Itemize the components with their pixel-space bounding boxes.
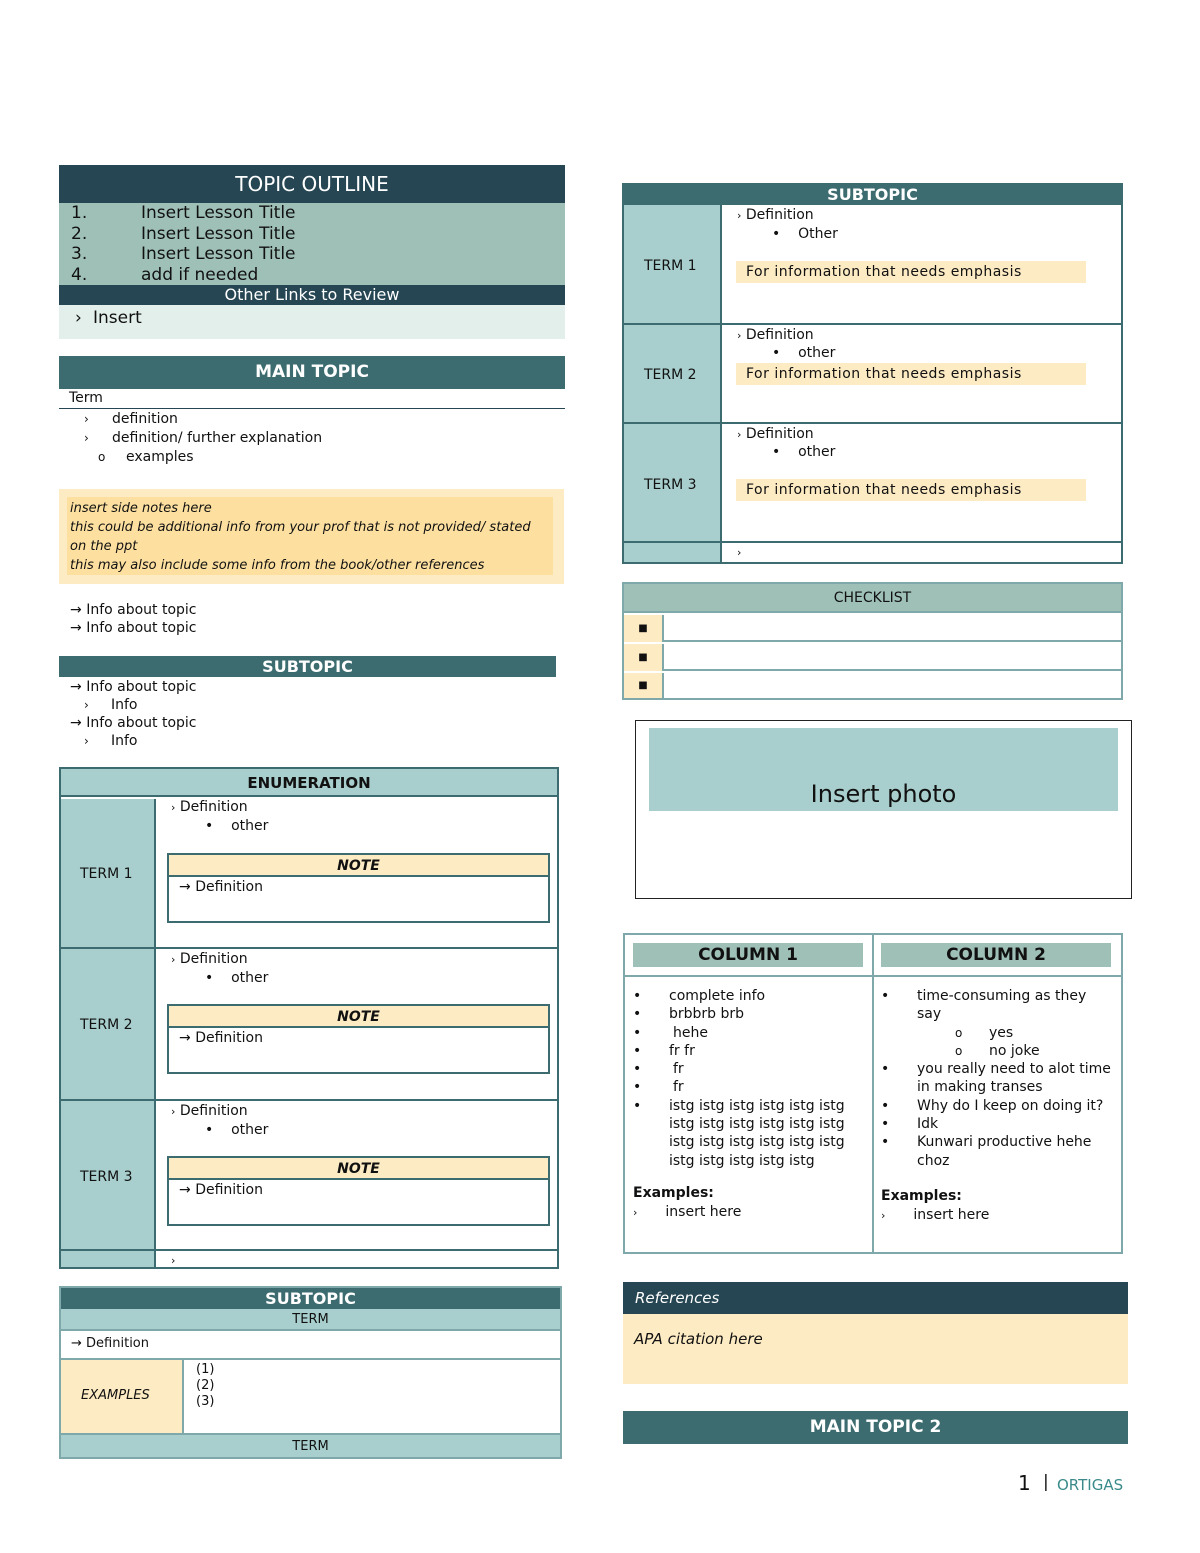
references-citation: APA citation here (634, 1330, 763, 1348)
sub-term-1: TERM 1 (644, 258, 697, 274)
enum-def-3: › Definition (171, 1103, 248, 1119)
main-topic-term: Term (69, 390, 103, 406)
chevron-right-icon: › (75, 308, 82, 328)
sub-def-3: › Definition (737, 426, 814, 442)
sub-def-2: › Definition (737, 327, 814, 343)
references-body (623, 1314, 1128, 1384)
circle-bullet-icon: o (98, 450, 106, 464)
subtopic-info-2: Info about topic (86, 715, 197, 731)
topic-outline-list (59, 203, 565, 285)
outline-num-3: 3. (71, 244, 88, 264)
chevron-right-icon: › (171, 801, 176, 814)
chevron-right-icon: › (171, 1254, 176, 1267)
topic-outline (59, 165, 565, 339)
side-note-3: this may also include some info from the book/other references (70, 558, 485, 573)
sub-term-2: TERM 2 (644, 367, 697, 383)
bullet-icon: • (633, 1024, 642, 1041)
side-note-2: this could be additional info from your prof that is not provided/ stated on the ppt (70, 520, 531, 554)
circle-bullet-icon: o (955, 1043, 963, 1058)
sub-emphasis-1: For information that needs emphasis (736, 261, 1086, 283)
bullet-icon: • (205, 970, 214, 986)
term-underline (59, 408, 565, 409)
note-box-3 (167, 1156, 550, 1226)
other-links-header: Other Links to Review (59, 285, 565, 305)
note-title-1: NOTE (169, 855, 548, 877)
page-number: 1 (1018, 1471, 1031, 1495)
info-lines (70, 601, 197, 637)
page-footer (1015, 1471, 1130, 1499)
checklist-row-2[interactable] (624, 644, 1121, 671)
examples-label-cell (61, 1360, 184, 1433)
checklist-row-3[interactable] (624, 673, 1121, 698)
bullet-icon: • (633, 1042, 642, 1059)
subtopic-left-lines (70, 678, 470, 750)
col1-item-2: brbbrb brb (669, 1006, 745, 1023)
subtopic-right-table (622, 183, 1123, 564)
note-box-1 (167, 853, 550, 923)
bullet-icon: • (881, 1097, 890, 1114)
bullet-examples: examples (126, 449, 194, 465)
note-def-3: → Definition (179, 1182, 263, 1198)
sub-term-3: TERM 3 (644, 477, 697, 493)
outline-item-4[interactable]: add if needed (141, 265, 259, 285)
bullet-icon: • (633, 1061, 642, 1078)
sub-other-2: • other (772, 345, 836, 361)
column-1-title: COLUMN 1 (633, 943, 863, 967)
col2-examples-label: Examples: (881, 1188, 962, 1204)
bullet-icon: • (633, 988, 642, 1004)
col2-subitem-1: yes (989, 1024, 1014, 1041)
bullet-further-explanation: definition/ further explanation (112, 430, 323, 446)
sub-other-1: • Other (772, 226, 838, 242)
sub-other-3: • other (772, 444, 836, 460)
info-line-2: Info about topic (86, 620, 197, 636)
photo-label: Insert photo (810, 780, 957, 808)
topic-outline-title: TOPIC OUTLINE (59, 165, 565, 203)
enum-term-3: TERM 3 (80, 1169, 133, 1185)
col1-item-3: hehe (673, 1024, 708, 1041)
bullet-icon: • (772, 444, 781, 460)
example-3: (3) (196, 1394, 215, 1409)
chevron-right-icon: › (84, 698, 89, 712)
subtopic-info-1: Info about topic (86, 679, 197, 695)
enum-row-3 (61, 1103, 557, 1251)
note-title-2: NOTE (169, 1006, 548, 1028)
sub-empty-row (737, 545, 741, 560)
bullet-definition: definition (112, 411, 178, 427)
enum-term-2: TERM 2 (80, 1017, 133, 1033)
arrow-right-icon: → (70, 620, 82, 636)
side-note-1: insert side notes here (70, 501, 212, 516)
columns-header-line (625, 975, 1121, 977)
chevron-right-icon: › (737, 546, 742, 559)
outline-num-1: 1. (71, 203, 88, 223)
sub-emphasis-3: For information that needs emphasis (736, 479, 1086, 501)
chevron-right-icon: › (84, 734, 89, 748)
outline-num-4: 4. (71, 265, 88, 285)
subtopic-info-sub-1: Info (111, 697, 138, 713)
chevron-right-icon: › (171, 1105, 176, 1118)
side-notes-box (59, 489, 564, 584)
col1-item-6: fr (673, 1079, 684, 1096)
example-2: (2) (196, 1378, 215, 1393)
photo-placeholder[interactable] (649, 728, 1118, 811)
enumeration-header: ENUMERATION (61, 769, 557, 797)
col2-item-2: you really need to alot time in making transes (917, 1061, 1111, 1096)
col1-examples-label: Examples: (633, 1185, 714, 1201)
examples-list (196, 1362, 214, 1410)
note-def-2: → Definition (179, 1030, 263, 1046)
chevron-right-icon: › (737, 428, 742, 441)
outline-num-2: 2. (71, 224, 88, 244)
subtopic-term-bottom: TERM (61, 1433, 560, 1457)
enum-empty-row (171, 1253, 175, 1268)
main-topic-2-header: MAIN TOPIC 2 (623, 1411, 1128, 1444)
enum-def-1: › Definition (171, 799, 248, 815)
enum-other-2: • other (205, 970, 269, 986)
checkbox-icon[interactable]: ■ (624, 673, 664, 698)
bullet-icon: • (205, 818, 214, 834)
chevron-right-icon: › (737, 209, 742, 222)
col1-item-4: fr fr (669, 1042, 695, 1059)
arrow-right-icon: → (70, 602, 82, 618)
bullet-icon: • (881, 988, 890, 1004)
subtopic-table (59, 1286, 562, 1459)
arrow-right-icon: → (179, 1182, 191, 1198)
bullet-icon: • (633, 1097, 642, 1114)
footer-separator: | (1043, 1472, 1049, 1492)
column-2-list (881, 987, 1111, 1170)
info-line-1: Info about topic (86, 602, 197, 618)
note-title-3: NOTE (169, 1158, 548, 1180)
bullet-icon: • (772, 345, 781, 361)
chevron-right-icon: › (881, 1209, 886, 1222)
column-1-list (633, 987, 863, 1170)
chevron-right-icon: › (84, 431, 89, 445)
sub-emphasis-2: For information that needs emphasis (736, 363, 1086, 385)
footer-school: ORTIGAS (1057, 1476, 1124, 1494)
note-box-2 (167, 1004, 550, 1074)
column-2-title: COLUMN 2 (881, 943, 1111, 967)
checkbox-icon[interactable]: ■ (624, 644, 664, 671)
arrow-right-icon: → (70, 715, 82, 731)
bullet-icon: • (881, 1134, 890, 1151)
sub-row-2 (624, 327, 1121, 424)
note-def-1: → Definition (179, 879, 263, 895)
arrow-right-icon: → (70, 679, 82, 695)
col1-item-7: istg istg istg istg istg istg istg istg istg istg istg istg istg istg istg istg istg istg istg istg istg istg istg (669, 1097, 845, 1169)
outline-item-2[interactable]: Insert Lesson Title (141, 224, 296, 244)
sub-row-3 (624, 426, 1121, 543)
references-header (623, 1282, 1128, 1314)
chevron-right-icon: › (171, 953, 176, 966)
enum-other-1: • other (205, 818, 269, 834)
outline-item-1[interactable]: Insert Lesson Title (141, 203, 296, 223)
side-notes-inner (67, 497, 553, 575)
other-links-body (59, 305, 565, 339)
references-title: References (635, 1289, 720, 1307)
arrow-right-icon: → (179, 1030, 191, 1046)
col2-subitem-2: no joke (989, 1042, 1040, 1059)
bullet-icon: • (772, 226, 781, 242)
checklist-table (622, 582, 1123, 700)
enum-other-3: • other (205, 1122, 269, 1138)
columns-divider (872, 935, 874, 1252)
subtopic-right-header: SUBTOPIC (624, 185, 1121, 205)
subtopic-table-header: SUBTOPIC (61, 1288, 560, 1309)
bullet-icon: • (881, 1061, 890, 1078)
subtopic-term-top: TERM (61, 1309, 560, 1331)
columns-table (623, 933, 1123, 1254)
other-link[interactable]: Insert (93, 308, 142, 328)
bullet-icon: • (633, 1079, 642, 1096)
subtopic-definition: → Definition (71, 1336, 149, 1351)
col1-item-1: complete info (669, 988, 766, 1004)
checkbox-icon[interactable]: ■ (624, 615, 664, 642)
arrow-right-icon: → (71, 1336, 82, 1351)
bullet-icon: • (633, 1006, 642, 1023)
arrow-right-icon: → (179, 879, 191, 895)
bullet-icon: • (881, 1116, 890, 1133)
col1-item-5: fr (673, 1061, 684, 1078)
main-topic-header: MAIN TOPIC (59, 356, 565, 389)
col1-example: › insert here (633, 1204, 742, 1220)
col2-item-4: Idk (917, 1116, 939, 1133)
enum-term-1: TERM 1 (80, 866, 133, 882)
enum-def-2: › Definition (171, 951, 248, 967)
checklist-header: CHECKLIST (624, 584, 1121, 613)
checklist-row-1[interactable] (624, 615, 1121, 642)
col2-item-5: Kunwari productive hehe choz (917, 1134, 1092, 1169)
col2-item-1: time-consuming as they say (917, 988, 1087, 1023)
outline-item-3[interactable]: Insert Lesson Title (141, 244, 296, 264)
bullet-icon: • (205, 1122, 214, 1138)
circle-bullet-icon: o (955, 1025, 963, 1040)
subtopic-left-header: SUBTOPIC (59, 656, 556, 677)
sub-def-1: › Definition (737, 207, 814, 223)
chevron-right-icon: › (84, 412, 89, 426)
col2-example: › insert here (881, 1207, 990, 1223)
main-topic-bullets (80, 410, 560, 467)
enum-row-1 (61, 799, 557, 949)
chevron-right-icon: › (737, 329, 742, 342)
sub-row-1 (624, 205, 1121, 325)
example-1: (1) (196, 1362, 215, 1377)
col2-item-3: Why do I keep on doing it? (917, 1097, 1104, 1114)
chevron-right-icon: › (633, 1206, 638, 1219)
subtopic-info-sub-2: Info (111, 733, 138, 749)
enumeration-table (59, 767, 559, 1269)
examples-label: EXAMPLES (81, 1388, 150, 1403)
enum-row-2 (61, 951, 557, 1101)
photo-frame (635, 720, 1132, 899)
